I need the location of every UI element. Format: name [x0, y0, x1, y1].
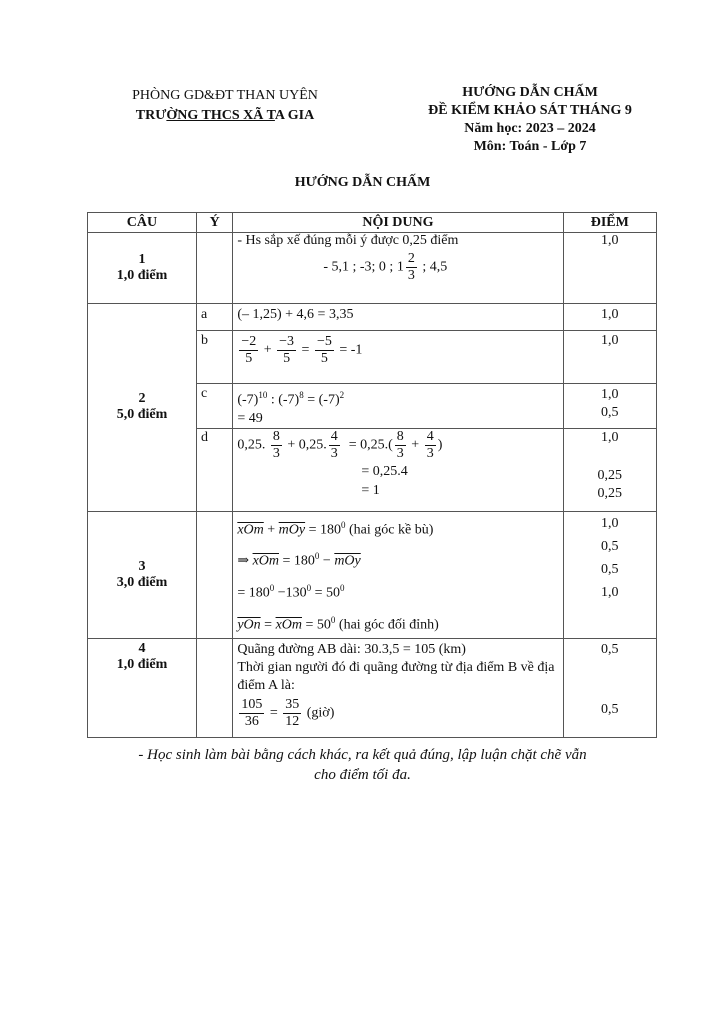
- question-cell: 3 3,0 điểm: [88, 511, 197, 639]
- table-row: 4 1,0 điểm Quãng đường AB dài: 30.3,5 = 105 (km) Thời gian người đó đi quãng đường từ địa điểm B về địa điểm A là: $\frac{105}{36}$ = $\frac{35}{12}$ (giờ) 0,5 0,5: [88, 639, 657, 738]
- school-year: Năm học: 2023 – 2024: [464, 121, 596, 136]
- col-diem: ĐIỂM: [563, 213, 656, 233]
- footnote: - Học sinh làm bài bằng cách khác, ra kết quả đúng, lập luận chặt chẽ vẫn cho điểm tối đa.: [138, 747, 587, 783]
- grading-table: [87, 212, 657, 738]
- table-row: [88, 233, 657, 304]
- exam-name: ĐỀ KIỂM KHẢO SÁT THÁNG 9: [428, 103, 632, 118]
- header-right: [380, 84, 680, 156]
- col-noidung: NỘI DUNG: [233, 213, 563, 233]
- col-y: Ý: [196, 213, 232, 233]
- subject: Môn: Toán - Lớp 7: [473, 139, 587, 154]
- content-cell: $\frac{-2}{5}$ + $\frac{-3}{5}$ = $\frac{-5}{5}$ = -1: [233, 331, 563, 384]
- table-row: 3 3,0 điểm $\overline{xOm} + \overline{mOy} = 180^0$ (hai góc kề bù) ⇒ $\overline{xOm} = 180^0 - \overline{mOy}$ = $180^0 -130^0 = 50^0$ $\overline{yOn} = \overline{xOm} = 50^0$ (hai góc đối đỉnh) 1,0 0,5 0,5 1,0: [88, 511, 657, 639]
- table-row: 2 5,0 điểm a (– 1,25) + 4,6 = 3,35 1,0: [88, 304, 657, 331]
- guide-heading: HƯỚNG DẪN CHẤM: [462, 85, 598, 100]
- sequence: - 5,1 ; -3; 0 ; 1 $\frac{2}{3}$ ; 4,5: [323, 251, 448, 283]
- content-cell: Quãng đường AB dài: 30.3,5 = 105 (km) Thời gian người đó đi quãng đường từ địa điểm B về địa điểm A là: $\frac{105}{36}$ = $\frac{35}{12}$ (giờ): [233, 639, 563, 738]
- content-cell: $(-7)^{10}$ : $(-7)^8 = (-7)^2$ = 49: [233, 384, 563, 429]
- question-cell: 1 1,0 điểm: [88, 233, 197, 304]
- header-left: [110, 86, 340, 126]
- table-header-row: [88, 213, 657, 233]
- content-cell: $\overline{xOm} + \overline{mOy} = 180^0$ (hai góc kề bù) ⇒ $\overline{xOm} = 180^0 - \overline{mOy}$ = $180^0 -130^0 = 50^0$ $\overline{yOn} = \overline{xOm} = 50^0$ (hai góc đối đỉnh): [233, 511, 563, 639]
- department-name: PHÒNG GD&ĐT THAN UYÊN: [132, 88, 318, 103]
- document-title: HƯỚNG DẪN CHẤM: [294, 175, 431, 190]
- question-cell: 2 5,0 điểm: [88, 304, 197, 512]
- table-row: c $(-7)^{10}$ : $(-7)^8 = (-7)^2$ = 49 1,0 0,5: [88, 384, 657, 429]
- school-name: TRƯỜNG THCS XÃ TA GIA: [135, 108, 315, 123]
- content-cell: - Hs sắp xế đúng mỗi ý được 0,25 điểm - 5,1 ; -3; 0 ; 1 $\frac{2}{3}$ ; 4,5: [233, 233, 563, 304]
- table-row: b $\frac{-2}{5}$ + $\frac{-3}{5}$ = $\frac{-5}{5}$ = -1 1,0: [88, 331, 657, 384]
- score-cell: 1,0: [563, 233, 656, 304]
- question-cell: 4 1,0 điểm: [88, 639, 197, 738]
- content-cell: 0,25. $\frac{8}{3}$ + 0,25. $\frac{4}{3}$ = 0,25.( $\frac{8}{3}$ + $\frac{4}{3}$ ) = 0,25.4 = 1: [233, 428, 563, 511]
- col-cau: CÂU: [88, 213, 197, 233]
- table-row: d 0,25. $\frac{8}{3}$ + 0,25. $\frac{4}{3}$ = 0,25.( $\frac{8}{3}$ + $\frac{4}{3}$ ) = 0,25.4 = 1 1,0 0,25 0,25: [88, 428, 657, 511]
